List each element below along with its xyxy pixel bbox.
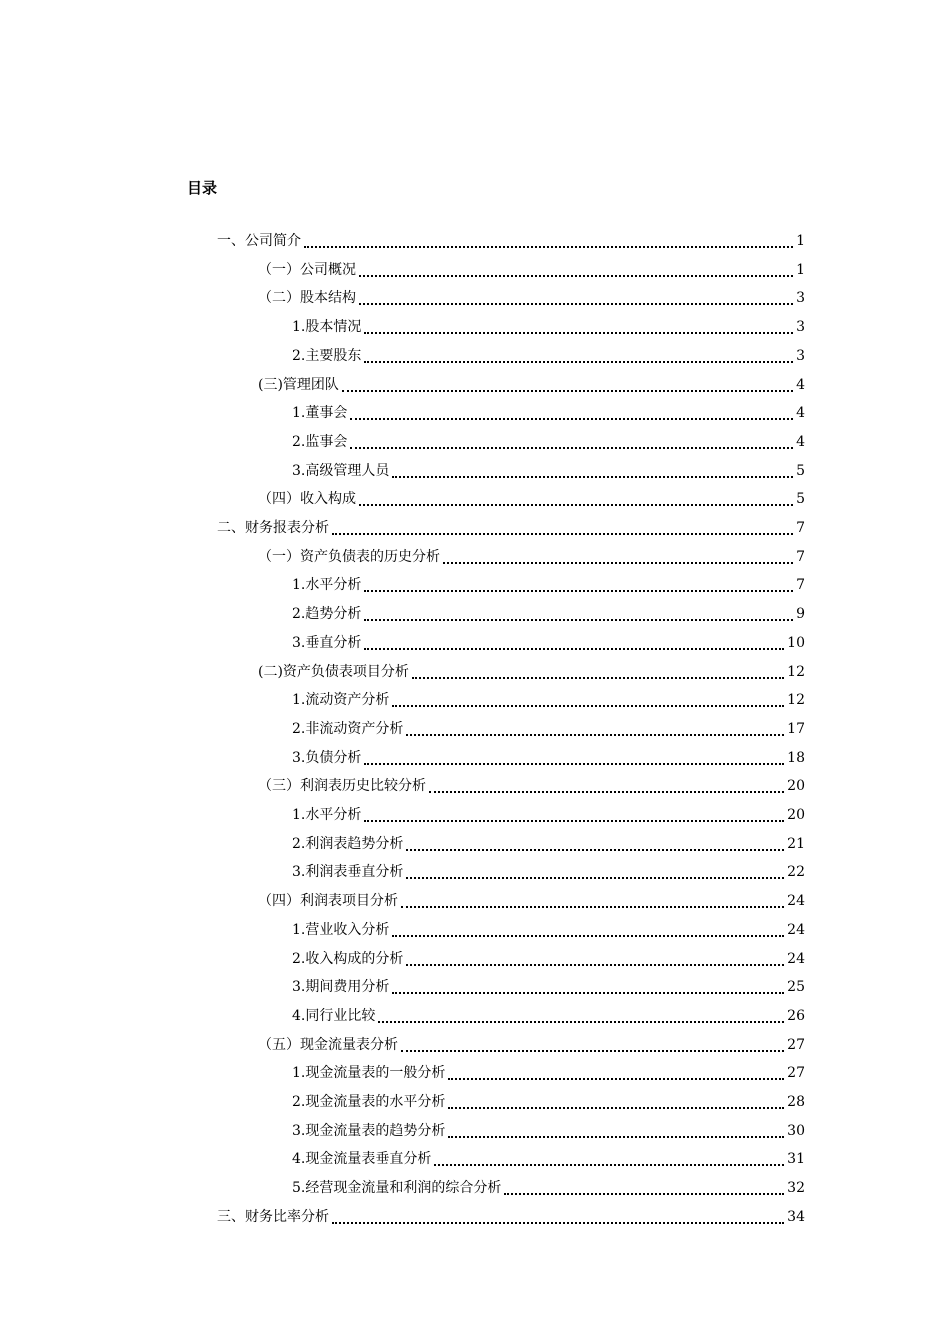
toc-entry[interactable] — [292, 803, 805, 827]
toc-leader-dots — [429, 791, 784, 793]
toc-entry-page: 3 — [796, 319, 805, 336]
toc-entry-page: 27 — [787, 1065, 805, 1082]
toc-entry[interactable] — [217, 1205, 805, 1229]
toc-entry-page: 27 — [787, 1036, 805, 1053]
toc-entry-text: 3.现金流量表的趋势分析 — [292, 1122, 446, 1139]
toc-entry-text: 2.非流动资产分析 — [292, 720, 404, 737]
toc-entry-page: 22 — [787, 864, 805, 881]
toc-entry[interactable] — [292, 1119, 805, 1143]
toc-entry[interactable] — [292, 573, 805, 597]
toc-entry[interactable] — [292, 975, 805, 999]
toc-entry-text: (二)资产负债表项目分析 — [258, 663, 409, 680]
toc-entry-page: 24 — [787, 921, 805, 938]
toc-entry-text: 2.收入构成的分析 — [292, 950, 404, 967]
toc-entry-page: 7 — [796, 520, 805, 536]
toc-leader-dots — [448, 1136, 784, 1138]
toc-entry-text: 2.趋势分析 — [292, 606, 362, 623]
toc-leader-dots — [406, 877, 784, 879]
toc-entry[interactable] — [292, 1004, 805, 1028]
toc-entry[interactable] — [258, 258, 805, 282]
toc-leader-dots — [392, 476, 793, 478]
toc-entry-page: 25 — [787, 979, 805, 996]
toc-entry[interactable] — [292, 1061, 805, 1085]
toc-entry-text: 5.经营现金流量和利润的综合分析 — [292, 1180, 502, 1197]
toc-entry-text: 1.现金流量表的一般分析 — [292, 1065, 446, 1082]
toc-entry-page: 24 — [787, 950, 805, 967]
toc-entry[interactable] — [258, 545, 805, 569]
toc-entry-text: 1.董事会 — [292, 405, 348, 422]
toc-entry-page: 12 — [787, 663, 805, 680]
toc-entry-page: 1 — [796, 233, 805, 249]
toc-leader-dots — [364, 648, 784, 650]
toc-entry-text: （一）公司概况 — [258, 261, 356, 278]
toc-entry[interactable] — [292, 1147, 805, 1171]
toc-entry-page: 24 — [787, 893, 805, 910]
toc-leader-dots — [364, 590, 793, 592]
toc-entry-text: 3.垂直分析 — [292, 634, 362, 651]
toc-leader-dots — [342, 390, 793, 392]
toc-entry-text: 4.现金流量表垂直分析 — [292, 1151, 432, 1168]
toc-entry-page: 3 — [796, 347, 805, 364]
toc-entry-text: 4.同行业比较 — [292, 1007, 376, 1024]
toc-entry[interactable] — [292, 717, 805, 741]
toc-entry[interactable] — [292, 315, 805, 339]
toc-entry[interactable] — [292, 1090, 805, 1114]
toc-entry[interactable] — [292, 344, 805, 368]
toc-entry-page: 7 — [796, 577, 805, 594]
toc-entry-text: 1.水平分析 — [292, 807, 362, 823]
toc-entry-page: 9 — [796, 606, 805, 623]
toc-leader-dots — [392, 935, 784, 937]
toc-entry-page: 5 — [796, 462, 805, 479]
toc-entry-text: 2.主要股东 — [292, 347, 362, 364]
toc-leader-dots — [332, 533, 793, 535]
toc-leader-dots — [350, 418, 793, 420]
toc-entry[interactable] — [292, 947, 805, 971]
toc-leader-dots — [504, 1193, 784, 1195]
toc-entry-page: 18 — [787, 749, 805, 766]
toc-entry-page: 30 — [787, 1122, 805, 1139]
toc-leader-dots — [401, 906, 784, 908]
toc-entry[interactable] — [258, 373, 805, 397]
toc-entry[interactable] — [292, 832, 805, 856]
toc-entry-text: 三、财务比率分析 — [217, 1208, 329, 1225]
toc-entry[interactable] — [258, 660, 805, 684]
toc-leader-dots — [406, 849, 784, 851]
toc-leader-dots — [448, 1107, 784, 1109]
toc-leader-dots — [443, 562, 793, 564]
toc-entry-text: （四）收入构成 — [258, 491, 356, 508]
toc-entry[interactable] — [217, 229, 805, 253]
toc-entry-page: 4 — [796, 433, 805, 450]
toc-entry-page: 28 — [787, 1094, 805, 1110]
toc-entry-text: （二）股本结构 — [258, 290, 356, 307]
toc-entry-text: 一、公司简介 — [217, 233, 301, 249]
toc-entry[interactable] — [292, 918, 805, 942]
toc-leader-dots — [364, 361, 793, 363]
toc-entry-text: (三)管理团队 — [258, 376, 339, 393]
toc-entry-text: 2.现金流量表的水平分析 — [292, 1094, 446, 1110]
toc-title: 目录 — [187, 179, 218, 197]
toc-leader-dots — [364, 619, 793, 621]
toc-entry-text: 3.期间费用分析 — [292, 979, 390, 996]
toc-leader-dots — [434, 1164, 784, 1166]
toc-entry[interactable] — [258, 286, 805, 310]
toc-leader-dots — [359, 504, 793, 506]
toc-entry[interactable] — [292, 688, 805, 712]
toc-leader-dots — [304, 246, 793, 248]
toc-entry-text: 二、财务报表分析 — [217, 520, 329, 536]
toc-leader-dots — [401, 1050, 784, 1052]
toc-leader-dots — [412, 677, 784, 679]
toc-entry[interactable] — [292, 401, 805, 425]
toc-entry-page: 10 — [787, 634, 805, 651]
toc-entry[interactable] — [258, 1033, 805, 1057]
toc-entry-page: 7 — [796, 548, 805, 565]
toc-leader-dots — [448, 1078, 784, 1080]
toc-entry[interactable] — [258, 487, 805, 511]
toc-entry-page: 31 — [787, 1151, 805, 1168]
toc-entry-page: 26 — [787, 1007, 805, 1024]
toc-entry[interactable] — [217, 516, 805, 540]
toc-leader-dots — [350, 447, 793, 449]
toc-entry[interactable] — [292, 1176, 805, 1200]
toc-entry[interactable] — [292, 860, 805, 884]
toc-entry-text: 3.负债分析 — [292, 749, 362, 766]
toc-leader-dots — [359, 303, 793, 305]
toc-entry[interactable] — [292, 746, 805, 770]
toc-leader-dots — [406, 734, 784, 736]
toc-entry[interactable] — [292, 631, 805, 655]
toc-entry-page: 32 — [787, 1180, 805, 1197]
toc-leader-dots — [364, 332, 793, 334]
toc-leader-dots — [406, 964, 784, 966]
toc-entry-page: 4 — [796, 405, 805, 422]
toc-entry-page: 21 — [787, 835, 805, 852]
toc-entry-page: 12 — [787, 692, 805, 709]
toc-entry-page: 3 — [796, 290, 805, 307]
toc-entry-text: 3.利润表垂直分析 — [292, 864, 404, 881]
toc-entry-text: 1.水平分析 — [292, 577, 362, 594]
toc-entry-text: 1.营业收入分析 — [292, 921, 390, 938]
toc-entry[interactable] — [258, 889, 805, 913]
toc-entry-page: 20 — [787, 778, 805, 795]
toc-entry-page: 1 — [796, 261, 805, 278]
toc-entry-text: 2.监事会 — [292, 433, 348, 450]
toc-entry-page: 34 — [787, 1208, 805, 1225]
toc-entry-text: 2.利润表趋势分析 — [292, 835, 404, 852]
toc-leader-dots — [364, 763, 784, 765]
toc-entry-page: 5 — [796, 491, 805, 508]
toc-leader-dots — [378, 1021, 784, 1023]
toc-leader-dots — [392, 705, 784, 707]
toc-entry-text: （四）利润表项目分析 — [258, 893, 398, 910]
toc-entry-text: （三）利润表历史比较分析 — [258, 778, 426, 795]
toc-entry[interactable] — [292, 459, 805, 483]
toc-entry[interactable] — [258, 774, 805, 798]
toc-leader-dots — [392, 992, 784, 994]
toc-entry-text: 1.股本情况 — [292, 319, 362, 336]
toc-entry[interactable] — [292, 602, 805, 626]
toc-entry-page: 17 — [787, 720, 805, 737]
toc-entry[interactable] — [292, 430, 805, 454]
toc-entry-text: （一）资产负债表的历史分析 — [258, 548, 440, 565]
toc-entry-text: （五）现金流量表分析 — [258, 1036, 398, 1053]
toc-leader-dots — [332, 1222, 784, 1224]
toc-entry-text: 1.流动资产分析 — [292, 692, 390, 709]
toc-leader-dots — [364, 820, 784, 822]
toc-entry-page: 4 — [796, 376, 805, 393]
toc-entry-text: 3.高级管理人员 — [292, 462, 390, 479]
toc-leader-dots — [359, 275, 793, 277]
toc-entry-page: 20 — [787, 807, 805, 823]
